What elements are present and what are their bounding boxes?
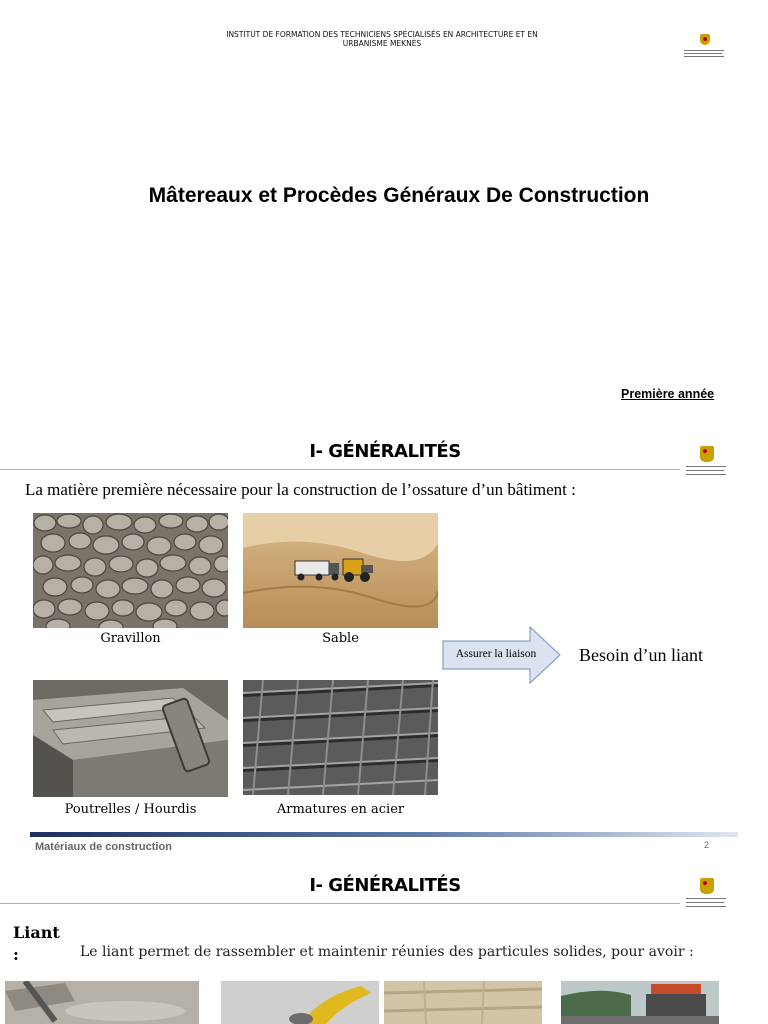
material-caption: Armatures en acier <box>276 802 405 817</box>
footer-bar <box>30 832 738 837</box>
arrow-label: Assurer la liaison <box>455 648 537 660</box>
material-caption: Sable <box>322 631 359 646</box>
besoin-text: Besoin d’un liant <box>579 645 703 665</box>
liant-description: Le liant permet de rassembler et maintenir réunies des particules solides, pour avoir : <box>80 944 694 960</box>
ministry-emblem-icon <box>684 864 728 912</box>
year-label: Première année <box>621 387 715 401</box>
lead-text: La matière première nécessaire pour la construction de l’ossature d’un bâtiment : <box>25 480 576 499</box>
paving-machine-photo <box>561 981 719 1024</box>
beams-photo <box>33 680 228 797</box>
sand-quarry-photo <box>243 513 438 628</box>
stone-wall-photo <box>384 981 542 1024</box>
material-caption: Poutrelles / Hourdis <box>64 802 197 817</box>
rebar-photo <box>243 680 438 795</box>
ministry-emblem-icon <box>684 432 728 480</box>
page-title: Mâtereaux et Procèdes Généraux De Construction <box>148 184 650 207</box>
liant-label: Liant : <box>13 923 60 964</box>
glove-binder-photo <box>221 981 379 1024</box>
ministry-emblem-icon <box>682 30 726 60</box>
material-caption: Gravillon <box>100 631 161 646</box>
gravel-photo <box>33 513 228 628</box>
section-title: I- GÉNÉRALITÉS <box>309 875 461 896</box>
section-title: I- GÉNÉRALITÉS <box>309 441 461 462</box>
page-number: 2 <box>704 840 710 850</box>
section-divider <box>0 469 680 470</box>
section-divider <box>0 903 680 904</box>
institute-name: INSTITUT DE FORMATION DES TECHNICIENS SPÉCIALISÉS EN ARCHITECTURE ET EN URBANISME MEKNÈS <box>226 30 538 48</box>
footer-text: Matériaux de construction <box>35 841 172 853</box>
concrete-pour-photo <box>5 981 199 1024</box>
